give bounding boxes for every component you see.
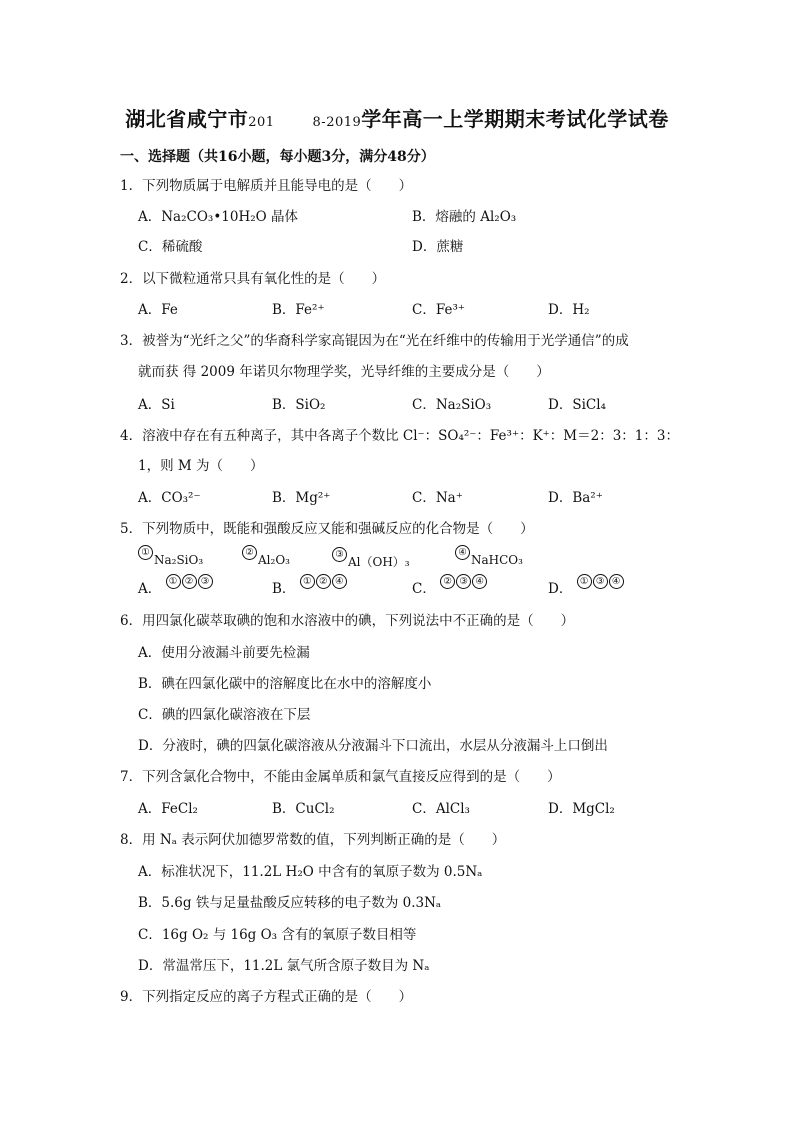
question-2-stem: 2．以下微粒通常只具有氧化性的是（ ） bbox=[120, 271, 386, 287]
q5-item-3: ③Al（OH）₃ bbox=[332, 553, 410, 570]
q5-option-d: D． ① ③ ④ bbox=[548, 580, 625, 598]
q5-option-b: B． ① ② ④ bbox=[272, 580, 348, 598]
q1-option-b: B．熔融的 Al₂O₃ bbox=[412, 209, 517, 225]
q4-option-c: C．Na⁺ bbox=[412, 490, 463, 506]
q8-option-c: C．16g O₂ 与 16g O₃ 含有的氧原子数目相等 bbox=[138, 927, 417, 943]
q8-option-d: D．常温常压下，11.2L 氯气所含原子数目为 Nₐ bbox=[138, 958, 430, 974]
q2-option-c: C．Fe³⁺ bbox=[412, 302, 465, 318]
q5-item-1: ①Na₂SiO₃ bbox=[138, 553, 203, 568]
page-title: 湖北省咸宁市201 8-2019学年高一上学期期末考试化学试卷 bbox=[125, 107, 669, 131]
circled-number: ① bbox=[138, 545, 153, 560]
q5-item-2: ②Al₂O₃ bbox=[242, 553, 290, 568]
q3-option-a: A．Si bbox=[138, 397, 175, 413]
q4-option-d: D．Ba²⁺ bbox=[548, 490, 603, 506]
question-1-stem: 1．下列物质属于电解质并且能导电的是（ ） bbox=[120, 178, 413, 194]
question-7-stem: 7．下列含氯化合物中，不能由金属单质和氯气直接反应得到的是（ ） bbox=[120, 769, 561, 785]
q7-option-d: D．MgCl₂ bbox=[548, 801, 615, 817]
q7-option-b: B．CuCl₂ bbox=[272, 801, 335, 817]
q7-option-a: A．FeCl₂ bbox=[138, 801, 198, 817]
circled-number: ④ bbox=[455, 545, 470, 560]
q6-option-c: C．碘的四氯化碳溶液在下层 bbox=[138, 707, 311, 723]
q3-option-d: D．SiCl₄ bbox=[548, 397, 606, 413]
q7-option-c: C．AlCl₃ bbox=[412, 801, 470, 817]
circled-number: ② bbox=[242, 545, 257, 560]
q8-option-b: B．5.6g 铁与足量盐酸反应转移的电子数为 0.3Nₐ bbox=[138, 895, 442, 911]
circled-number: ③ bbox=[332, 547, 347, 562]
section-heading: 一、选择题（共16小题，每小题3分，满分48分） bbox=[120, 149, 435, 165]
question-4-stem-line-2: 1，则 M 为（ ） bbox=[138, 458, 264, 474]
q2-option-a: A．Fe bbox=[138, 302, 178, 318]
q5-option-a: A． ① ② ③ bbox=[138, 580, 214, 598]
q4-option-b: B．Mg²⁺ bbox=[272, 490, 331, 506]
q4-option-a: A．CO₃²⁻ bbox=[138, 490, 201, 506]
q8-option-a: A．标准状况下，11.2L H₂O 中含有的氧原子数为 0.5Nₐ bbox=[138, 864, 483, 880]
q6-option-a: A．使用分液漏斗前要先检漏 bbox=[138, 645, 310, 661]
q6-option-d: D．分液时，碘的四氯化碳溶液从分液漏斗下口流出，水层从分液漏斗上口倒出 bbox=[138, 738, 608, 754]
q2-option-d: D．H₂ bbox=[548, 302, 590, 318]
q1-option-d: D．蔗糖 bbox=[412, 239, 464, 255]
q1-option-c: C．稀硫酸 bbox=[138, 239, 203, 255]
question-5-stem: 5．下列物质中，既能和强酸反应又能和强碱反应的化合物是（ ） bbox=[120, 521, 534, 537]
question-3-stem-line-2: 就而获 得 2009 年诺贝尔物理学奖，光导纤维的主要成分是（ ） bbox=[138, 364, 550, 380]
q5-option-c: C． ② ③ ④ bbox=[412, 580, 488, 598]
q3-option-c: C．Na₂SiO₃ bbox=[412, 397, 492, 413]
question-4-stem-line-1: 4．溶液中存在有五种离子，其中各离子个数比 Cl⁻：SO₄²⁻：Fe³⁺：K⁺：M＝2：3：1：3： bbox=[120, 428, 679, 444]
question-6-stem: 6．用四氯化碳萃取碘的饱和水溶液中的碘，下列说法中不正确的是（ ） bbox=[120, 613, 575, 629]
question-8-stem: 8．用 Nₐ 表示阿伏加德罗常数的值，下列判断正确的是（ ） bbox=[120, 832, 506, 848]
question-3-stem-line-1: 3．被誉为“光纤之父”的华裔科学家高锟因为在“光在纤维中的传输用于光学通信”的成 bbox=[120, 333, 629, 349]
q2-option-b: B．Fe²⁺ bbox=[272, 302, 325, 318]
q3-option-b: B．SiO₂ bbox=[272, 397, 326, 413]
question-9-stem: 9．下列指定反应的离子方程式正确的是（ ） bbox=[120, 989, 413, 1005]
q1-option-a: A．Na₂CO₃•10H₂O 晶体 bbox=[138, 209, 299, 225]
q6-option-b: B．碘在四氯化碳中的溶解度比在水中的溶解度小 bbox=[138, 676, 432, 692]
q5-item-4: ④NaHCO₃ bbox=[455, 553, 523, 568]
